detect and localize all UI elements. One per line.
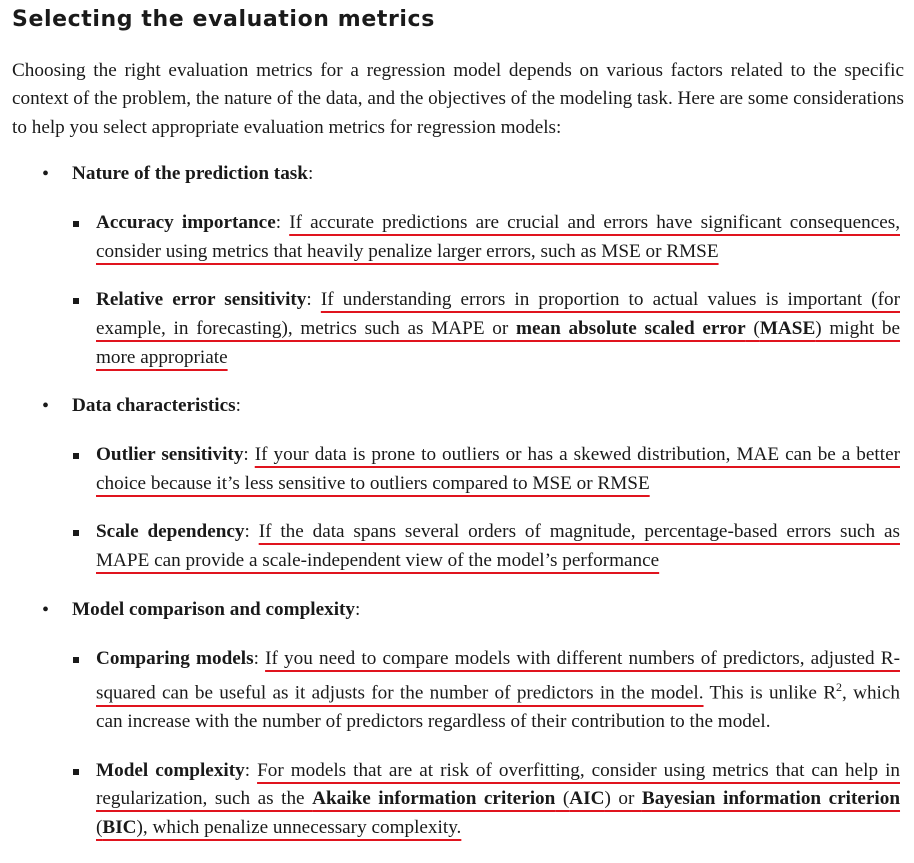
text-run: This is unlike R <box>703 682 837 704</box>
bullet-icon: • <box>42 395 50 418</box>
list-item <box>12 596 904 843</box>
item-text: Comparing models: If you need to compare models with different numbers of predictors, adjusted R-squared can be useful as it adjusts for the number of predictors in the model. This is unlike $R^2$, which can increase with the number of predictors regardless of their contribution to the model. <box>96 647 900 733</box>
square-bullet-icon <box>73 221 79 227</box>
section-heading: Nature of the prediction task: <box>72 163 314 185</box>
bold-term: Bayesian information criterion <box>641 788 901 810</box>
square-bullet-icon <box>73 453 79 459</box>
bullet-icon: • <box>42 598 50 621</box>
item-text: Accuracy importance: If accurate predictions are crucial and errors have significant consequences, consider using metrics that heavily penalize larger errors, such as MSE or RMSE <box>96 212 900 262</box>
sub-list-item <box>72 757 900 843</box>
bold-term: mean absolute scaled error <box>516 318 746 339</box>
section-heading: Model comparison and complexity: <box>72 598 361 620</box>
section-heading: Data characteristics: <box>72 395 241 417</box>
square-bullet-icon <box>73 769 79 775</box>
sub-list-item <box>72 441 900 498</box>
item-label: Scale dependency <box>96 521 245 543</box>
list-item <box>12 160 904 372</box>
sub-list <box>72 441 904 575</box>
underlined-text: If you need to compare models with different numbers of predictors, adjusted R-squared can be useful as it adjusts for the number of predictors in the model. <box>96 647 900 704</box>
bold-term: AIC <box>569 788 605 810</box>
heading-text: Nature of the prediction task <box>72 163 308 185</box>
considerations-list <box>12 160 904 842</box>
text-run: ) or <box>604 788 642 810</box>
sub-list-item <box>72 286 900 372</box>
item-label: Relative error sensitivity <box>96 289 307 311</box>
text-run: If understanding errors in proportion to actual values is important (for example, in forecasting), metrics such as MAPE or <box>96 289 900 339</box>
item-text: Relative error sensitivity: If understanding errors in proportion to actual values is important (for example, in forecasting), metrics such as MAPE or mean absolute scaled error (MASE) might be more appropriate <box>96 289 901 368</box>
underlined-text: If your data is prone to outliers or has a skewed distribution, MAE can be a better choice because it’s less sensitive to outliers compared to MSE or RMSE <box>96 444 900 494</box>
document-page <box>12 0 904 863</box>
text-run: ( <box>96 816 103 838</box>
bold-term: Akaike information criterion <box>312 788 556 810</box>
sub-list-item <box>72 518 900 575</box>
heading-text: Model comparison and complexity <box>72 598 356 620</box>
sub-list-item <box>72 209 900 266</box>
underlined-text: If accurate predictions are crucial and errors have significant consequences, consider using metrics that heavily penalize larger errors, such as MSE or RMSE <box>96 212 900 262</box>
text-run: ( <box>555 788 570 810</box>
superscript: 2 <box>836 680 843 695</box>
heading-text: Data characteristics <box>72 395 236 417</box>
underlined-text: If the data spans several orders of magnitude, percentage-based errors such as MAPE can provide a scale-independent view of the model’s performance <box>96 521 900 571</box>
text-run: ), which penalize unnecessary complexity. <box>136 816 462 838</box>
sub-list <box>72 645 904 843</box>
list-item <box>12 392 904 575</box>
item-text: Model complexity: For models that are at risk of overfitting, consider using metrics that can help in regularization, such as the Akaike information criterion (AIC) or Bayesian information criterion (BIC), which penalize unnecessary complexity. <box>96 759 901 838</box>
item-label: Comparing models <box>96 647 254 669</box>
item-label: Accuracy importance <box>96 212 276 234</box>
text-run: ( <box>745 318 760 339</box>
bold-term: MASE <box>759 318 816 339</box>
item-label: Outlier sensitivity <box>96 444 244 466</box>
square-bullet-icon <box>73 530 79 536</box>
square-bullet-icon <box>73 657 79 663</box>
text-run: , which can increase with the number of predictors regardless of their contribution to the model. <box>96 682 900 733</box>
section-title: Selecting the evaluation metrics <box>12 7 435 32</box>
square-bullet-icon <box>73 298 79 304</box>
sub-list <box>72 209 904 372</box>
item-text: Scale dependency: If the data spans several orders of magnitude, percentage-based errors such as MAPE can provide a scale-independent view of the model’s performance <box>96 521 900 571</box>
bold-term: BIC <box>102 816 137 838</box>
sub-list-item <box>72 645 900 737</box>
item-label: Model complexity <box>96 759 245 781</box>
intro-paragraph: Choosing the right evaluation metrics for a regression model depends on various factors related to the specific context of the problem, the nature of the data, and the objectives of the modeling task. Here are some considerations to help you select appropriate evaluation metrics for regression models: <box>12 60 904 138</box>
text-run: ) might be more appropriate <box>96 318 901 368</box>
item-text: Outlier sensitivity: If your data is prone to outliers or has a skewed distribution, MAE can be a better choice because it’s less sensitive to outliers compared to MSE or RMSE <box>96 444 900 494</box>
bullet-icon: • <box>42 163 50 186</box>
text-run: For models that are at risk of overfitting, consider using metrics that can help in regularization, such as the <box>96 759 900 810</box>
